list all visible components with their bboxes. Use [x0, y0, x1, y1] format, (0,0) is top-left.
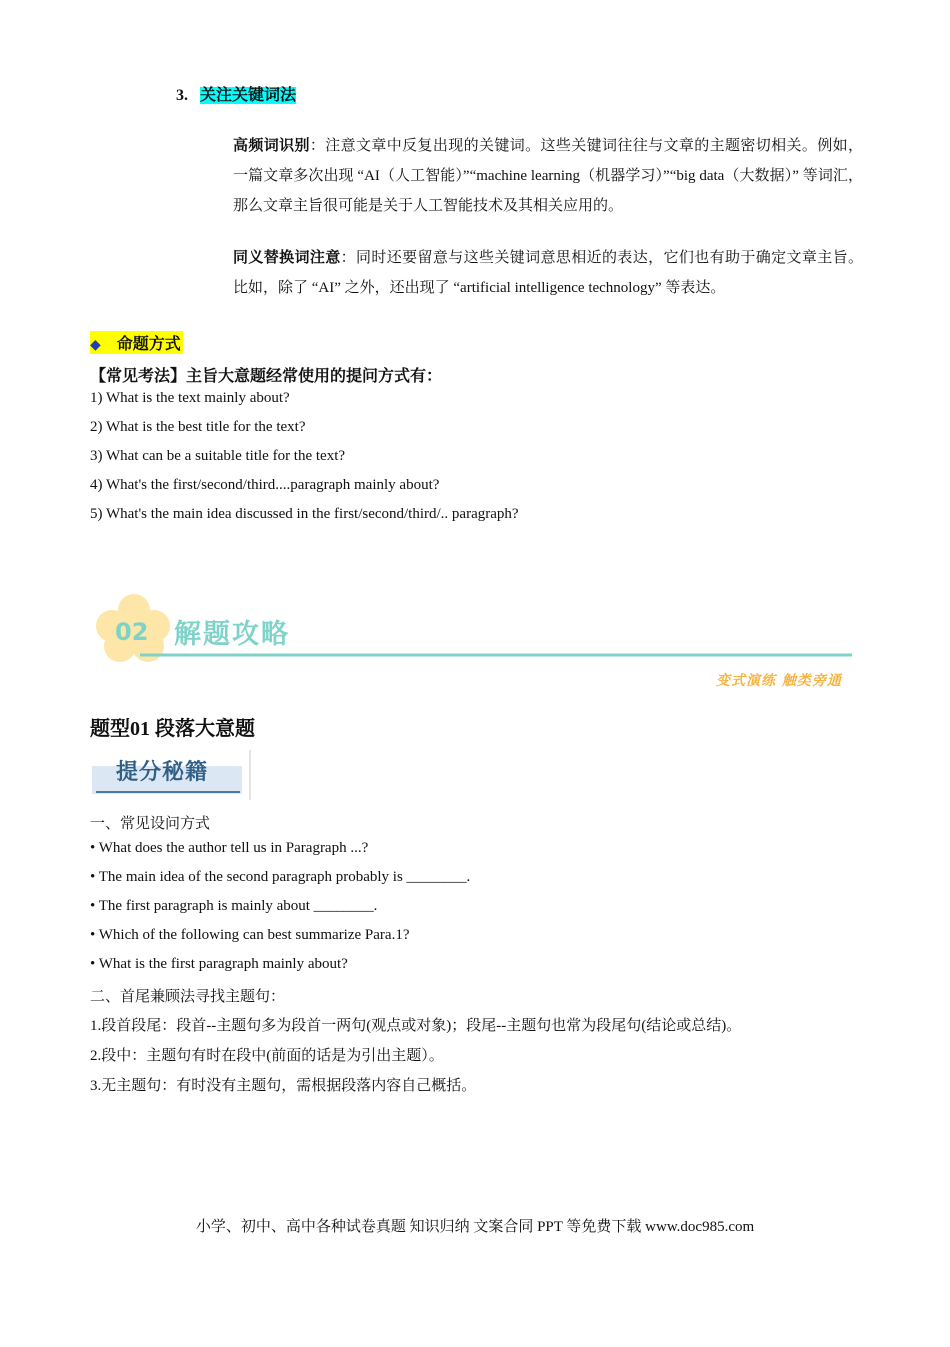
- bullet-item: • The first paragraph is mainly about ________.: [90, 898, 378, 914]
- tip-label: 提分秘籍: [116, 760, 209, 785]
- paragraph-high-frequency: [233, 131, 863, 221]
- list-item: 1) What is the text mainly about?: [90, 390, 290, 406]
- bullet-item: • What does the author tell us in Paragraph ...?: [90, 840, 369, 856]
- paragraph-text: ：同时还要留意与这些关键词意思相近的表达，它们也有助于确定文章主旨。比如，除了 “AI” 之外，还出现了 “artificial intelligence technology” 等表达。: [233, 250, 863, 296]
- banner-title: 解题攻略: [174, 619, 290, 650]
- bullet-item: • What is the first paragraph mainly about?: [90, 956, 348, 972]
- list-item: 2) What is the best title for the text?: [90, 419, 306, 435]
- bullet-icon: •: [90, 956, 96, 972]
- bullet-icon: •: [90, 898, 96, 914]
- section-heading: [176, 82, 296, 105]
- subsection-title: 一、常见设问方式: [90, 816, 211, 832]
- section-title: 关注关键词法: [200, 87, 297, 104]
- list-item: 4) What's the first/second/third....paragraph mainly about?: [90, 477, 440, 493]
- page-footer: 小学、初中、高中各种试卷真题 知识归纳 文案合同 PPT 等免费下载 www.doc985.com: [195, 1219, 755, 1235]
- mingti-title: 命题方式: [116, 336, 181, 353]
- banner-tagline: 变式演练 触类旁通: [716, 673, 842, 689]
- banner-number: 02: [115, 618, 149, 646]
- method-item: 3.无主题句：有时没有主题句，需根据段落内容自己概括。: [90, 1078, 477, 1094]
- bullet-item: • Which of the following can best summarize Para.1?: [90, 927, 410, 943]
- section-number: 3.: [176, 87, 188, 104]
- subsection-title: 二、首尾兼顾法寻找主题句：: [90, 989, 286, 1005]
- method-item: 2.段中：主题句有时在段中(前面的话是为引出主题）。: [90, 1048, 444, 1064]
- bullet-icon: •: [90, 869, 96, 885]
- bullet-icon: •: [90, 927, 96, 943]
- list-item: 3) What can be a suitable title for the text?: [90, 448, 346, 464]
- type-heading: 题型01 段落大意题: [90, 718, 255, 740]
- method-item: 1.段首段尾：段首--主题句多为段首一两句(观点或对象)；段尾--主题句也常为段尾句(结论或总结)。: [90, 1018, 742, 1034]
- bullet-item: • The main idea of the second paragraph probably is ________.: [90, 869, 471, 885]
- paragraph-label: 同义替换词注意: [233, 250, 341, 266]
- paragraph-label: 高频词识别: [233, 138, 310, 154]
- changjian-heading: 【常见考法】主旨大意题经常使用的提问方式有：: [90, 368, 443, 385]
- bullet-icon: •: [90, 840, 96, 856]
- diamond-icon: ◆: [90, 338, 101, 353]
- list-item: 5) What's the main idea discussed in the first/second/third/.. paragraph?: [90, 506, 519, 522]
- paragraph-text: ：注意文章中反复出现的关键词。这些关键词往往与文章的主题密切相关。例如，一篇文章多次出现 “AI（人工智能）”“machine learning（机器学习）”“big data（大数据）” 等词汇，那么文章主旨很可能是关于人工智能技术及其相关应用的。: [233, 138, 863, 214]
- mingti-heading: [90, 331, 183, 354]
- paragraph-synonym: [233, 243, 863, 303]
